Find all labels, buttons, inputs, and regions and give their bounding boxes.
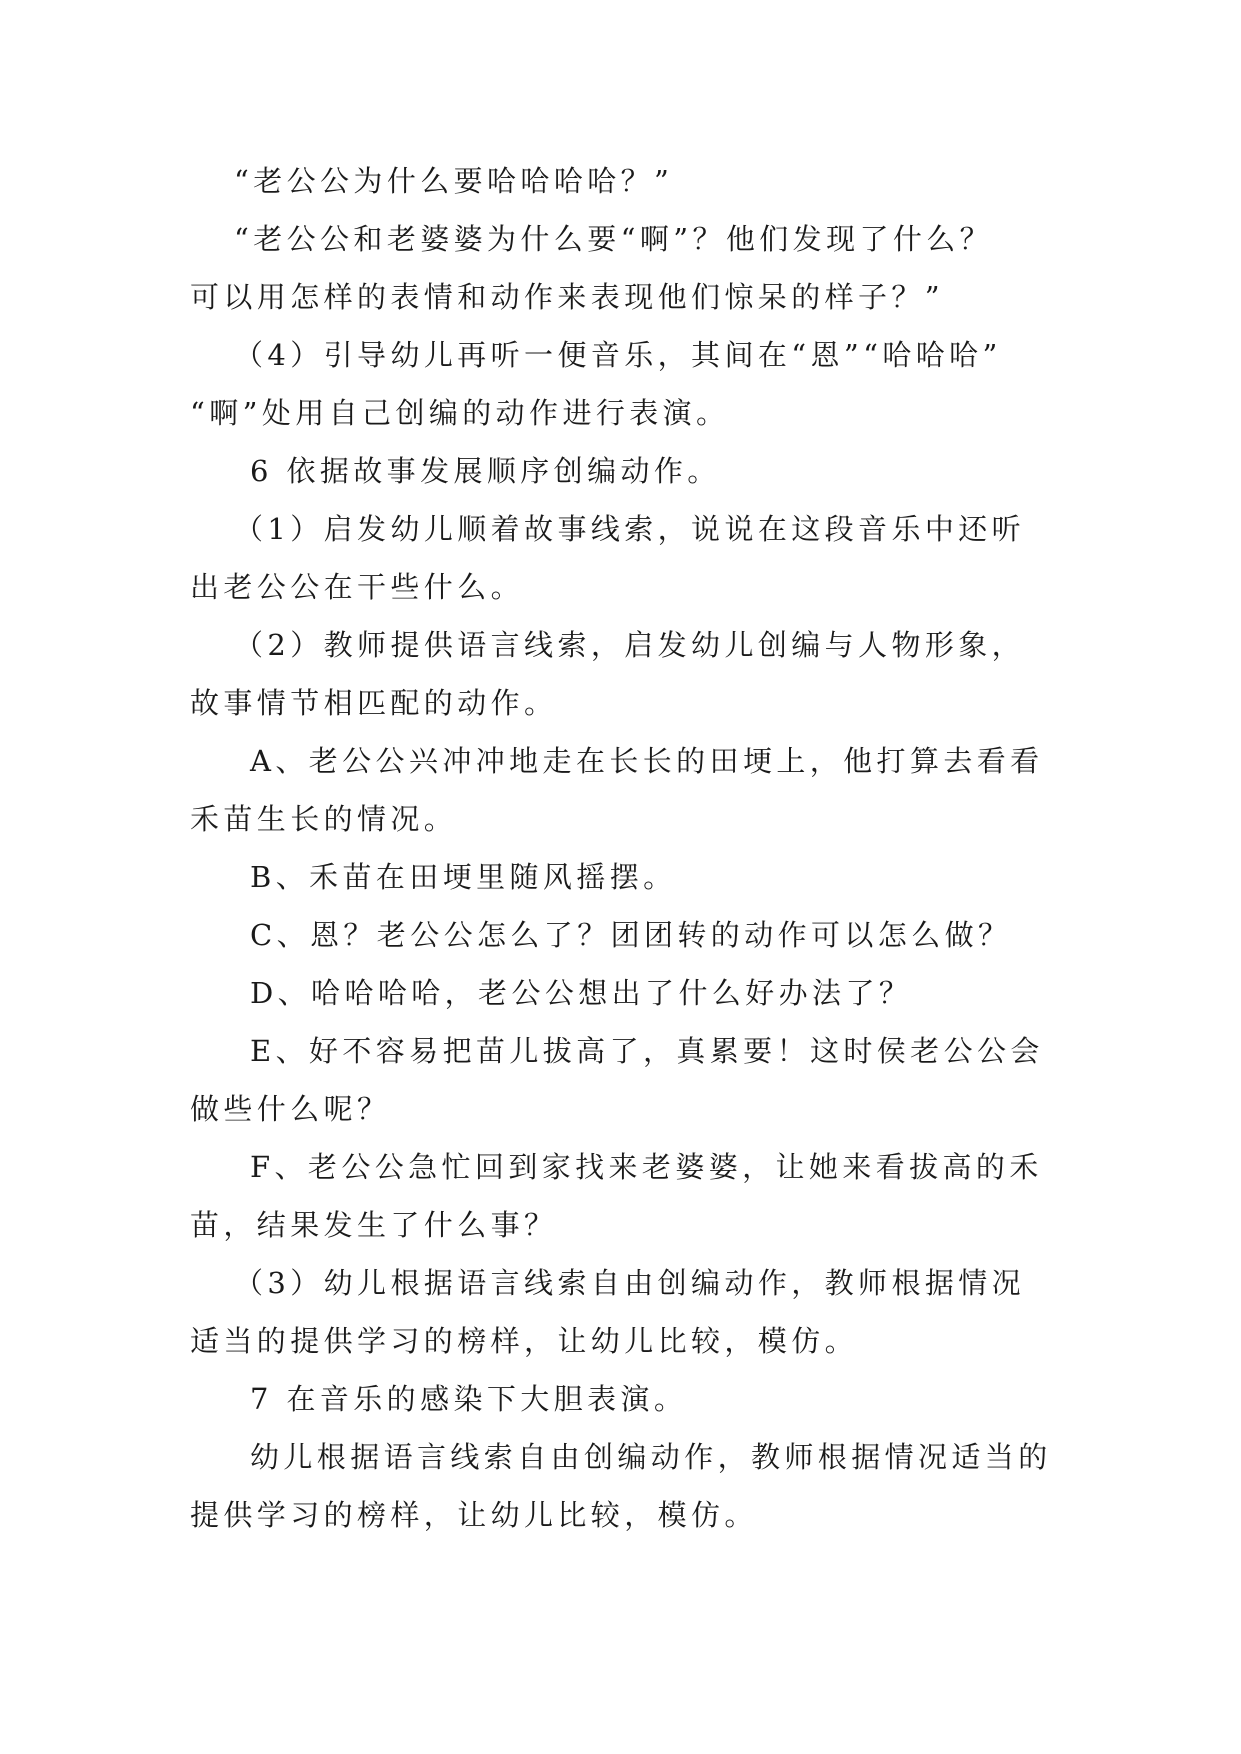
- paragraph-line: “老公公和老婆婆为什么要“啊”？他们发现了什么？: [234, 222, 994, 256]
- paragraph-line: “老公公为什么要哈哈哈哈？”: [234, 164, 674, 198]
- paragraph-line: 7 在音乐的感染下大胆表演。: [250, 1382, 688, 1416]
- paragraph-line: C、恩？老公公怎么了？团团转的动作可以怎么做？: [250, 918, 1012, 952]
- paragraph-line: A、老公公兴冲冲地走在长长的田埂上，他打算去看看: [250, 744, 1044, 778]
- paragraph-line: （2）教师提供语言线索，启发幼儿创编与人物形象，: [234, 628, 1026, 662]
- paragraph-line: 提供学习的榜样，让幼儿比较，模仿。: [190, 1498, 758, 1532]
- paragraph-line: 6 依据故事发展顺序创编动作。: [250, 454, 721, 488]
- paragraph-line: 禾苗生长的情况。: [190, 802, 458, 836]
- paragraph-line: （1）启发幼儿顺着故事线索，说说在这段音乐中还听: [234, 512, 1026, 546]
- paragraph-line: F、老公公急忙回到家找来老婆婆，让她来看拔高的禾: [250, 1150, 1043, 1184]
- document-body: [190, 152, 1050, 1544]
- paragraph-line: 幼儿根据语言线索自由创编动作，教师根据情况适当的: [250, 1440, 1052, 1474]
- paragraph-line: B、禾苗在田埂里随风摇摆。: [250, 860, 677, 894]
- paragraph-line: “啊”处用自己创编的动作进行表演。: [190, 396, 730, 430]
- paragraph-line: E、好不容易把苗儿拔高了，真累要！这时侯老公公会: [250, 1034, 1044, 1068]
- paragraph-line: 出老公公在干些什么。: [190, 570, 525, 604]
- paragraph-line: 故事情节相匹配的动作。: [190, 686, 558, 720]
- paragraph-line: （4）引导幼儿再听一便音乐，其间在“恩”“哈哈哈”: [234, 338, 1002, 372]
- paragraph-line: 可以用怎样的表情和动作来表现他们惊呆的样子？”: [190, 280, 945, 314]
- paragraph-line: 适当的提供学习的榜样，让幼儿比较，模仿。: [190, 1324, 859, 1358]
- paragraph-line: 做些什么呢？: [190, 1092, 391, 1126]
- paragraph-line: （3）幼儿根据语言线索自由创编动作，教师根据情况: [234, 1266, 1026, 1300]
- paragraph-line: 苗，结果发生了什么事？: [190, 1208, 558, 1242]
- paragraph-line: D、哈哈哈哈，老公公想出了什么好办法了？: [250, 976, 913, 1010]
